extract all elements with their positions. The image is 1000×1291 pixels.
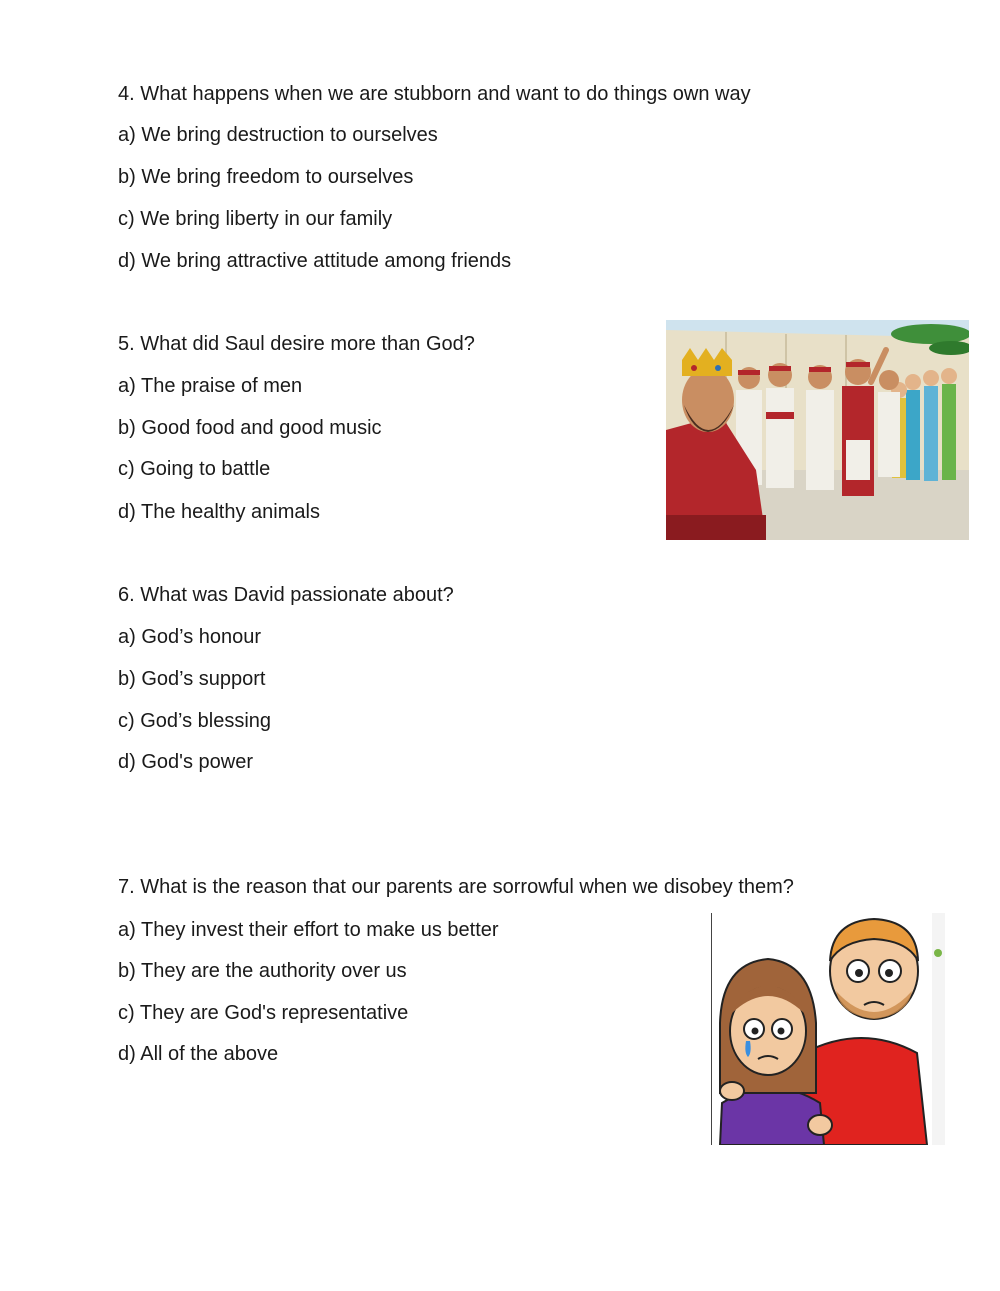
question-6-option-a[interactable]: a) God’s honour <box>118 626 262 648</box>
question-4-option-a[interactable]: a) We bring destruction to ourselves <box>118 124 438 146</box>
question-7-option-d[interactable]: d) All of the above <box>118 1043 279 1065</box>
question-4-option-c[interactable]: c) We bring liberty in our family <box>118 208 393 230</box>
question-4-option-d[interactable]: d) We bring attractive attitude among friends <box>118 250 512 272</box>
question-5-option-b[interactable]: b) Good food and good music <box>118 417 382 439</box>
question-4-option-b[interactable]: b) We bring freedom to ourselves <box>118 166 414 188</box>
question-7-option-b[interactable]: b) They are the authority over us <box>118 960 407 982</box>
saul-crowd-drawing <box>666 320 969 540</box>
question-5-option-c[interactable]: c) Going to battle <box>118 458 271 480</box>
sad-parents-illustration <box>711 913 945 1145</box>
question-4-prompt: 4. What happens when we are stubborn and want to do things own way <box>118 83 751 105</box>
question-6-option-b[interactable]: b) God’s support <box>118 668 266 690</box>
question-5-option-a[interactable]: a) The praise of men <box>118 375 303 397</box>
question-5-prompt: 5. What did Saul desire more than God? <box>118 333 475 355</box>
question-7-option-c[interactable]: c) They are God's representative <box>118 1002 409 1024</box>
question-6-option-c[interactable]: c) God’s blessing <box>118 710 272 732</box>
question-7-option-a[interactable]: a) They invest their effort to make us better <box>118 919 499 941</box>
saul-crowd-illustration <box>666 320 969 540</box>
question-7-prompt: 7. What is the reason that our parents are sorrowful when we disobey them? <box>118 876 794 898</box>
sad-parents-drawing <box>712 913 945 1145</box>
question-5-option-d[interactable]: d) The healthy animals <box>118 501 320 523</box>
question-6-prompt: 6. What was David passionate about? <box>118 584 454 606</box>
question-6-option-d[interactable]: d) God's power <box>118 751 253 773</box>
